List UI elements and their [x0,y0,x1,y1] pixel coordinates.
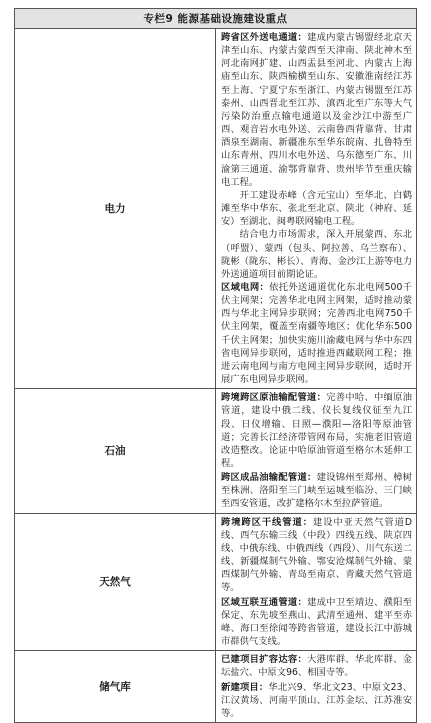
paragraph-text: 依托外送通道优化东北电网500千伏主网架；完善华北电网主网架，适时推动蒙西与华北主网异步联网；完善西北电网750千伏主网架，覆盖至南疆等地区；优化华东500千伏主网架；加快实施川渝藏电网与华中东四省电网异步联网，适时推进西藏联网工程；推进云南电网与南方电网主网异步联网，适时开展广东电网异步联网。 [221,281,412,386]
paragraph-text: 建成中卫至靖边、濮阳至保定、东先坡至燕山、武清至通州、建平至赤峰、海口至徐闻等跨省管道，建设长江中游城市群供气支线。 [221,596,412,648]
paragraph [221,653,412,679]
paragraph-text: 大港库群、华北库群、金坛盐穴、中原文96、相国寺等。 [221,654,412,679]
category-label: 电力 [15,29,216,389]
table-title-row [15,9,417,29]
paragraph-heading: 跨区成品油输配管道： [221,472,317,484]
section-row-gas-storage [15,651,417,723]
section-content [216,651,417,723]
table-title: 专栏9 能源基础设施建设重点 [15,9,417,29]
paragraph-text: 开工建设赤峰（含元宝山）至华北、白鹤滩至华中华东、张北至北京、陕北（神府、延安）至湖北、闽粤联网输电工程。 [221,189,412,228]
paragraph-heading: 区域互联互通管道： [221,596,308,608]
paragraph [221,681,412,720]
category-label: 石油 [15,389,216,513]
paragraph-text: 建设锦州至郑州、樟树至株洲、洛阳至三门峡至运城至临汾、三门峡至西安管道，改扩建格尔木至拉萨管道。 [221,472,412,510]
paragraph-text: 建设中亚天然气管道D线、西气东输三线（中段）四线五线、陕京四线、中俄东线、中俄西线（西段）、川气东送二线、新疆煤制气外输、鄂安沧煤制气外输、蒙西煤制气外输、青岛至南京、青藏天然气管道等。 [221,516,412,594]
paragraph [221,596,412,649]
paragraph-text: 完善中哈、中缅原油管道，建设中俄二线、仪长复线仪征至九江段、日仪增输、日照—濮阳—洛阳等原油管道；完善长江经济带管网布局，实施老旧管道改造整改。论证中哈原油管道至格尔木延伸工程。 [221,392,412,469]
paragraph-text: 华北兴9、华北文23、中原文23、江汉黄场、河南平顶山、江苏金坛、江苏淮安等。 [221,681,412,719]
section-row-natural-gas [15,513,417,651]
paragraph-heading: 跨境跨区干线管道： [221,516,313,528]
category-label: 储气库 [15,651,216,723]
paragraph-heading: 已建项目扩容达容： [221,654,308,666]
paragraph-text: 建成内蒙古锡盟经北京天津至山东、内蒙古蒙西至天津南、陕北神木至河北南网扩建、山西盂县至河北、内蒙古上海庙至山东、陕西榆横至山东、安徽淮南经江苏至上海、宁夏宁东至浙江、内蒙古锡盟至江苏泰州、山西晋北至江苏、滇西北至广东等大气污染防治重点输电通道以及金沙江中游至广西、观音岩水电外送、云南鲁西背靠背、甘肃酒泉至湖南、新疆准东至华东皖南、扎鲁特至山东青州、四川水电外送、乌东德至广东、川渝第三通道、渝鄂背靠背、贵州毕节至重庆输电工程。 [221,32,412,188]
section-content [216,29,417,389]
paragraph [221,471,412,510]
paragraph-heading: 跨省区外送电通道： [221,32,308,43]
special-column-table [14,8,417,723]
paragraph [221,31,412,189]
paragraph [221,391,412,470]
paragraph-heading: 跨境跨区原油输配管道： [221,392,327,404]
paragraph-text: 结合电力市场需求，深入开展蒙西、东北（呼盟）、蒙西（包头、阿拉善、乌兰察布）、陇彬（陇东、彬长）、青海、金沙江上游等电力外送通道项目前期论证。 [221,229,412,280]
section-content [216,513,417,651]
paragraph-heading: 区域电网： [221,281,270,293]
paragraph [221,228,412,281]
section-row-electricity [15,29,417,389]
section-row-oil [15,389,417,513]
category-label: 天然气 [15,513,216,651]
paragraph-heading: 新建项目： [221,681,269,693]
section-content [216,389,417,513]
paragraph [221,281,412,386]
paragraph [221,516,412,595]
paragraph [221,189,412,228]
